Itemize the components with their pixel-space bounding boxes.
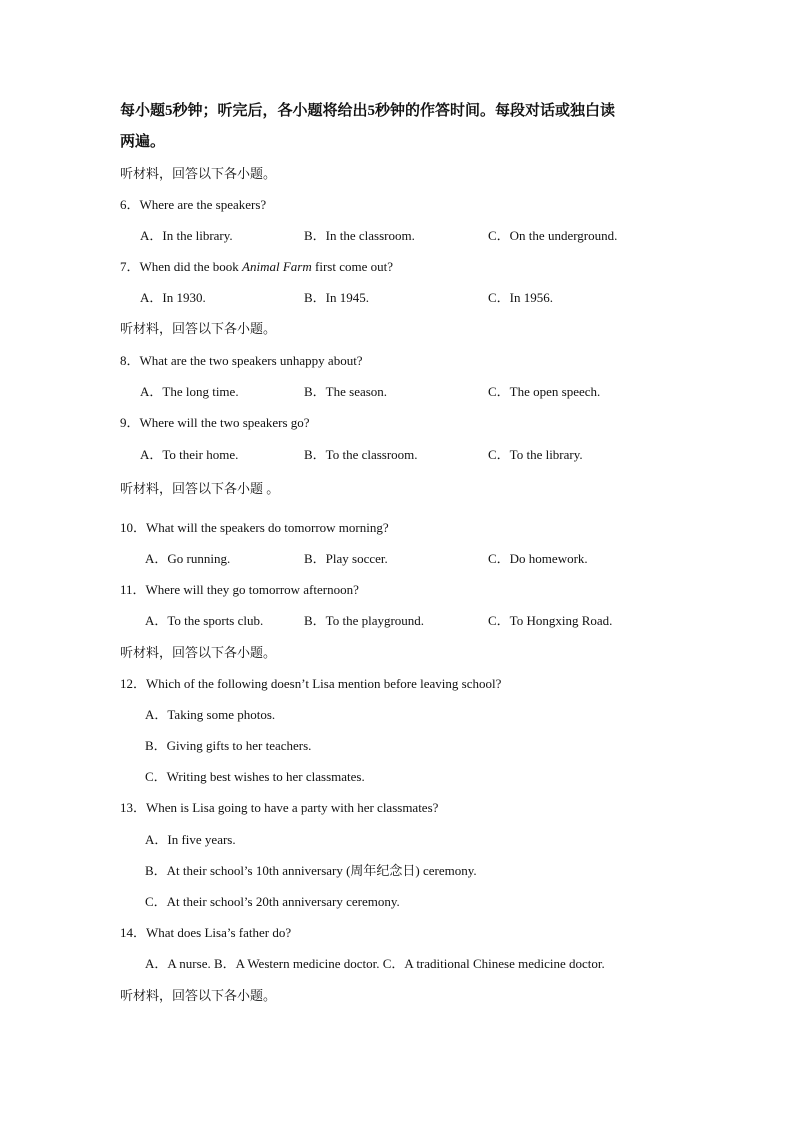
q9-option-b: B．To the classroom. [304,447,418,462]
q7-option-a: A．In 1930. [140,290,206,305]
q13-option-c: C．At their school’s 20th anniversary ceremony. [145,894,400,909]
intro-line-2: 两遍。 [120,134,166,150]
q7-option-c: C．In 1956. [488,290,554,305]
q11-option-a: A．To the sports club. [145,613,264,628]
q11-option-b: B．To the playground. [304,613,425,628]
q9-option-c: C．To the library. [488,447,583,462]
q13-option-b: B．At their school’s 10th anniversary (周年纪念日) ceremony. [145,863,477,878]
q9-stem: 9．Where will the two speakers go? [120,415,310,430]
q7-option-b: B．In 1945. [304,290,370,305]
q7-stem-pre: 7．When did the book [120,259,243,274]
q14-stem: 14．What does Lisa’s father do? [120,925,292,940]
q11-stem: 11．Where will they go tomorrow afternoon? [120,582,359,597]
q8-option-c: C．The open speech. [488,384,601,399]
q13-option-a: A．In five years. [145,832,236,847]
instruction-5: 听材料，回答以下各小题。 [120,988,277,1003]
intro-line-1: 每小题5秒钟；听完后，各小题将给出5秒钟的作答时间。每段对话或独白读 [120,103,616,119]
q9-option-a: A．To their home. [140,447,239,462]
q7-stem [120,258,393,276]
q14-options: A．A nurse. B．A Western medicine doctor. C．A traditional Chinese medicine doctor. [145,956,605,971]
q12-stem: 12．Which of the following doesn’t Lisa mention before leaving school? [120,676,502,691]
q12-option-c: C．Writing best wishes to her classmates. [145,769,365,784]
q10-stem: 10．What will the speakers do tomorrow morning? [120,520,389,535]
q8-stem: 8．What are the two speakers unhappy about? [120,353,363,368]
instruction-4: 听材料，回答以下各小题。 [120,645,277,660]
q10-option-a: A．Go running. [145,551,231,566]
q7-stem-post: first come out? [311,259,393,274]
q12-option-b: B．Giving gifts to her teachers. [145,738,312,753]
q8-option-a: A．The long time. [140,384,239,399]
q13-stem: 13．When is Lisa going to have a party with her classmates? [120,800,439,815]
q11-option-c: C．To Hongxing Road. [488,613,613,628]
q10-option-c: C．Do homework. [488,551,588,566]
q6-option-b: B．In the classroom. [304,228,415,243]
q6-option-c: C．On the underground. [488,228,618,243]
q12-option-a: A．Taking some photos. [145,707,276,722]
instruction-2: 听材料，回答以下各小题。 [120,321,277,336]
q6-stem: 6．Where are the speakers? [120,197,267,212]
q6-option-a: A．In the library. [140,228,233,243]
q8-option-b: B．The season. [304,384,388,399]
instruction-3: 听材料，回答以下各小题 。 [120,481,280,496]
q10-option-b: B．Play soccer. [304,551,388,566]
q7-book-title: Animal Farm [242,259,312,274]
instruction-1: 听材料，回答以下各小题。 [120,166,277,181]
